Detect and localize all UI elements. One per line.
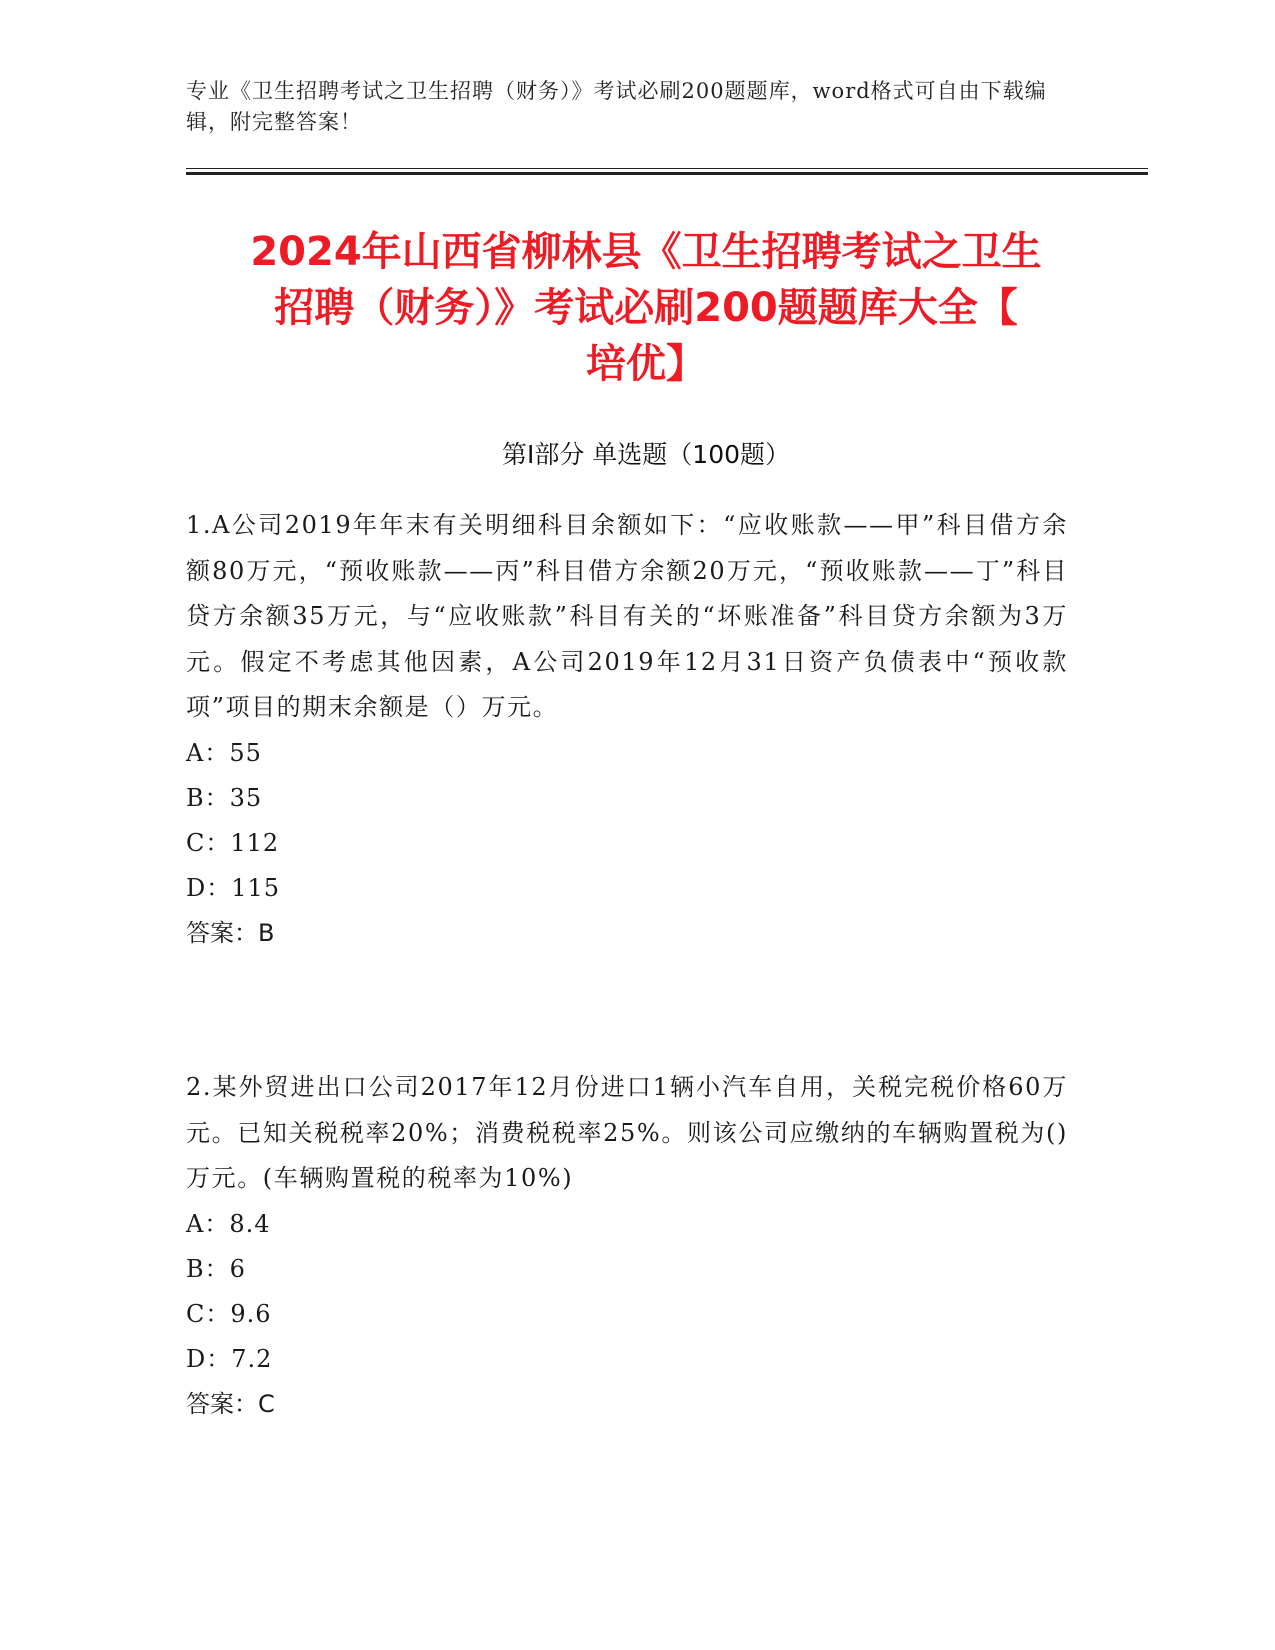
- section-title: 第I部分 单选题（100题）: [501, 440, 791, 469]
- question-1: [186, 503, 1068, 956]
- header-divider-thin: [186, 168, 1148, 169]
- question-2: [186, 1065, 1068, 1427]
- option-c: C：112: [186, 828, 280, 857]
- option-b: B：35: [186, 783, 263, 812]
- document-intro: 专业《卫生招聘考试之卫生招聘（财务）》考试必刷200题题库，word格式可自由下载编辑，附完整答案！: [186, 79, 1047, 134]
- option-a: A：8.4: [186, 1209, 271, 1238]
- title-line-1: 2024年山西省柳林县《卫生招聘考试之卫生: [250, 229, 1042, 275]
- answer: 答案：C: [186, 1389, 275, 1418]
- title-line-2: 招聘（财务）》考试必刷200题题库大全【: [274, 285, 1018, 331]
- option-a: A：55: [186, 738, 262, 767]
- question-stem: 1.A公司2019年年末有关明细科目余额如下：“应收账款——甲”科目借方余额80万元，“预收账款——丙”科目借方余额20万元，“预收账款——丁”科目贷方余额35万元，与“应收账款”科目有关的“坏账准备”科目贷方余额为3万元。假定不考虑其他因素，A公司2019年12月31日资产负债表中“预收款项”项目的期末余额是（）万元。: [186, 511, 1068, 721]
- title-line-3: 培优】: [586, 341, 706, 387]
- option-b: B：6: [186, 1254, 246, 1283]
- header-divider-thick: [186, 172, 1148, 175]
- answer: 答案：B: [186, 918, 275, 947]
- option-d: D：115: [186, 873, 281, 902]
- document-title: [186, 224, 1106, 392]
- option-c: C：9.6: [186, 1299, 272, 1328]
- question-stem: 2.某外贸进出口公司2017年12月份进口1辆小汽车自用，关税完税价格60万元。已知关税税率20%；消费税税率25%。则该公司应缴纳的车辆购置税为()万元。(车辆购置税的税率为10%): [186, 1073, 1068, 1192]
- option-d: D：7.2: [186, 1344, 273, 1373]
